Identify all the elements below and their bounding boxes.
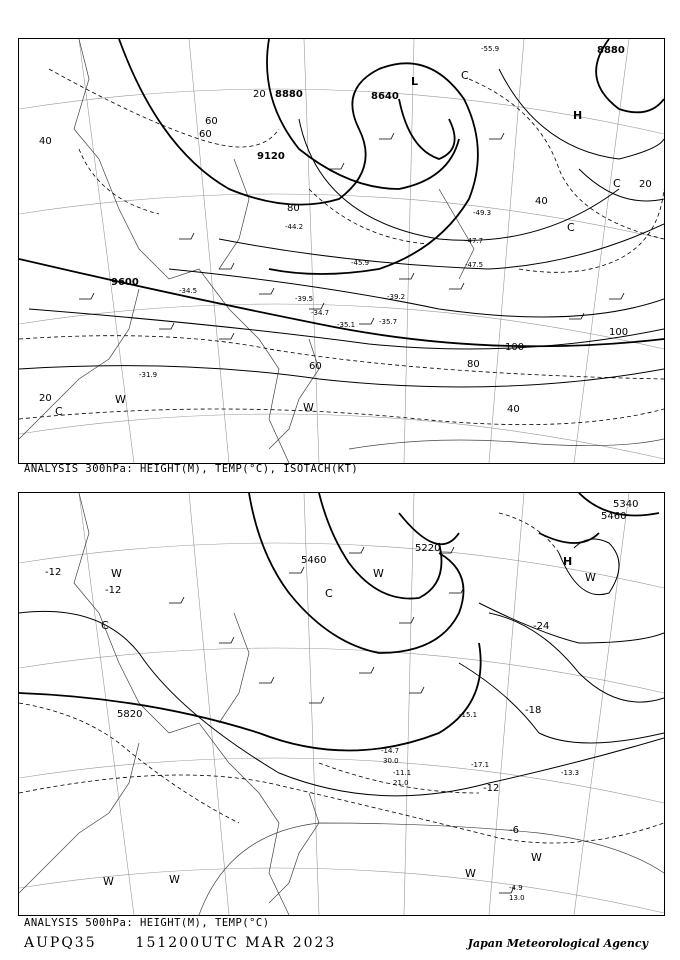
station-label: -14.7	[381, 747, 400, 755]
temp-label: -39.5	[295, 295, 314, 303]
high-center-label: H	[573, 109, 583, 122]
temp-contour-label: -24	[533, 621, 550, 632]
temp-contour-label: -6	[509, 825, 519, 836]
temp-label: -49.3	[473, 209, 492, 217]
station-label: -11.1	[393, 769, 412, 777]
warm-center-label: W	[531, 851, 542, 864]
isotach-label: 60	[309, 361, 322, 372]
map-300hpa	[18, 38, 665, 464]
cold-center-label: C	[325, 587, 333, 600]
cold-center-label: C	[567, 221, 575, 234]
warm-center-label: W	[169, 873, 180, 886]
temp-label-group-300	[139, 45, 499, 379]
temp-label: -47.5	[465, 261, 484, 269]
station-label: -13.3	[561, 769, 580, 777]
station-label: -15.1	[459, 711, 478, 719]
height-contours-300	[19, 39, 664, 346]
map-500hpa-canvas	[19, 493, 664, 915]
temp-label: -35.7	[379, 318, 398, 326]
isotach-label: 40	[535, 196, 548, 207]
height-label: 8880	[597, 45, 625, 56]
isotach-label: 40	[39, 136, 52, 147]
temp-label: -55.9	[481, 45, 500, 53]
height-label: 9120	[257, 151, 285, 162]
isotach-label: 60	[205, 116, 218, 127]
height-label-group-500	[117, 499, 638, 720]
temp-label: -47.7	[465, 237, 484, 245]
temp-contour-label: -18	[525, 705, 542, 716]
temp-label: -31.9	[139, 371, 158, 379]
isotach-label: 100	[505, 342, 525, 353]
warm-center-label: W	[115, 393, 126, 406]
height-label: 5220	[415, 543, 441, 554]
isotach-label: 40	[507, 404, 520, 415]
temp-label: -44.2	[285, 223, 304, 231]
low-center-label: L	[411, 75, 419, 88]
caption-300hpa: ANALYSIS 300hPa: HEIGHT(M), TEMP(°C), ISOTACH(KT)	[24, 463, 359, 475]
warm-center-label: W	[103, 875, 114, 888]
station-label: 21.0	[393, 779, 409, 787]
station-label: 30.0	[383, 757, 399, 765]
isotach-label: 80	[287, 203, 300, 214]
height-label: 5460	[301, 555, 327, 566]
cold-center-label: C	[461, 69, 469, 82]
isotherms-300	[19, 69, 664, 425]
temp-contour-label: -12	[45, 567, 62, 578]
isotach-label: 100	[609, 327, 629, 338]
station-label: -4.9	[509, 884, 523, 892]
map-300hpa-canvas	[19, 39, 664, 463]
warm-center-label: W	[111, 567, 122, 580]
height-label: 5460	[601, 511, 627, 522]
height-label: 8640	[371, 91, 399, 102]
height-label-group-300	[111, 45, 625, 288]
isotach-label: 60	[199, 129, 212, 140]
warm-center-label: W	[465, 867, 476, 880]
temp-contour-label: -12	[483, 783, 500, 794]
station-label: 13.0	[509, 894, 525, 902]
chart-datetime: 151200UTC MAR 2023	[135, 935, 337, 951]
station-label: -17.1	[471, 761, 490, 769]
warm-center-label: W	[303, 401, 314, 414]
temp-label: -34.5	[179, 287, 198, 295]
isotach-label: 20	[639, 179, 652, 190]
agency-name: Japan Meteorological Agency	[467, 937, 648, 950]
height-label: 8880	[275, 89, 303, 100]
cold-center-label: C	[101, 619, 109, 632]
center-label-group-500	[101, 555, 596, 888]
height-label: 5340	[613, 499, 639, 510]
warm-center-label: W	[373, 567, 384, 580]
temp-label: -34.7	[311, 309, 330, 317]
isotach-label: 80	[467, 359, 480, 370]
chart-id-line	[24, 935, 336, 951]
temp-contour-label: -12	[105, 585, 122, 596]
cold-center-label: C	[55, 405, 63, 418]
temp-label: -39.2	[387, 293, 406, 301]
warm-center-label: W	[585, 571, 596, 584]
height-contours-500	[19, 493, 659, 751]
height-label: 9600	[111, 277, 139, 288]
map-500hpa	[18, 492, 665, 916]
isotach-label: 20	[39, 393, 52, 404]
chart-code: AUPQ35	[24, 935, 97, 951]
cold-center-label: C	[613, 177, 621, 190]
temp-label: -45.9	[351, 259, 370, 267]
caption-500hpa: ANALYSIS 500hPa: HEIGHT(M), TEMP(°C)	[24, 917, 270, 929]
temp-label: -35.1	[337, 321, 356, 329]
isotach-label: 20	[253, 89, 266, 100]
high-center-label: H	[563, 555, 573, 568]
height-label: 5820	[117, 709, 143, 720]
